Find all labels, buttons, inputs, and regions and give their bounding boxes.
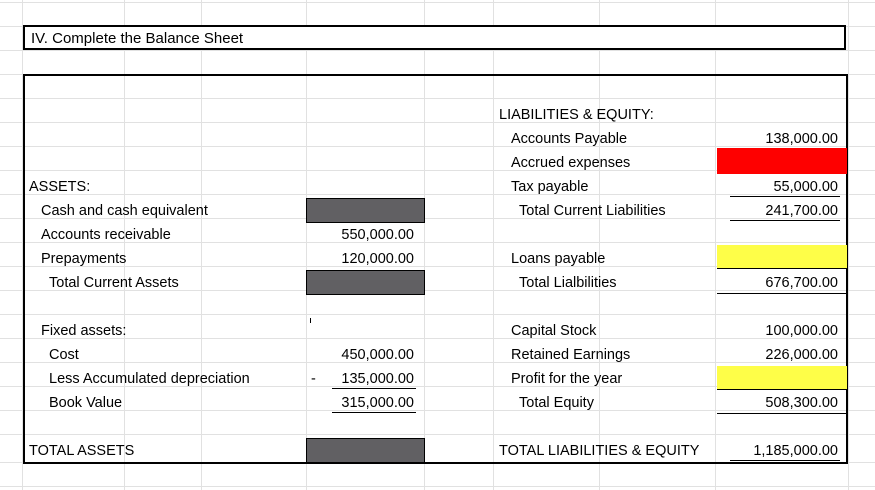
profit-value-cell[interactable] xyxy=(717,366,847,390)
book-value-value[interactable]: 315,000.00 xyxy=(341,395,414,411)
title-cell[interactable] xyxy=(23,25,846,50)
depreciation-sign: - xyxy=(311,371,316,387)
capital-value[interactable]: 100,000.00 xyxy=(765,323,838,339)
total-le-label: TOTAL LIABILITIES & EQUITY xyxy=(499,443,700,459)
total-equity-label: Total Equity xyxy=(519,395,594,411)
total-current-assets-label: Total Current Assets xyxy=(49,275,179,291)
prepayments-value[interactable]: 120,000.00 xyxy=(341,251,414,267)
tax-underline xyxy=(730,196,840,197)
total-current-liabilities-underline xyxy=(730,220,840,221)
accrued-label: Accrued expenses xyxy=(511,155,631,171)
total-assets-cell[interactable] xyxy=(306,438,425,463)
total-equity-underline xyxy=(717,413,847,414)
book-value-underline xyxy=(332,412,416,413)
total-assets-label: TOTAL ASSETS xyxy=(29,443,135,459)
payable-label: Accounts Payable xyxy=(511,131,628,147)
retained-value[interactable]: 226,000.00 xyxy=(765,347,838,363)
payable-value[interactable]: 138,000.00 xyxy=(765,131,838,147)
tax-label: Tax payable xyxy=(511,179,589,195)
cost-label: Cost xyxy=(49,347,79,363)
assets-heading: ASSETS: xyxy=(29,179,91,195)
total-liabilities-label: Total Lialbilities xyxy=(519,275,617,291)
receivable-label: Accounts receivable xyxy=(41,227,171,243)
loans-label: Loans payable xyxy=(511,251,606,267)
cell-marker xyxy=(310,318,311,323)
total-equity-topline xyxy=(717,389,847,390)
depreciation-underline xyxy=(332,388,416,389)
sheet-title: IV. Complete the Balance Sheet xyxy=(31,30,244,47)
capital-label: Capital Stock xyxy=(511,323,597,339)
total-current-assets-cell[interactable] xyxy=(306,270,425,295)
total-current-liabilities-label: Total Current Liabilities xyxy=(519,203,666,219)
retained-label: Retained Earnings xyxy=(511,347,631,363)
total-le-underline xyxy=(730,460,840,461)
total-equity-value[interactable]: 508,300.00 xyxy=(765,395,838,411)
accrued-value-cell[interactable] xyxy=(717,148,847,174)
cash-value-cell[interactable] xyxy=(306,198,425,223)
liabilities-heading: LIABILITIES & EQUITY: xyxy=(499,107,654,123)
total-current-liabilities-value[interactable]: 241,700.00 xyxy=(765,203,838,219)
total-liabilities-value[interactable]: 676,700.00 xyxy=(765,275,838,291)
tax-value[interactable]: 55,000.00 xyxy=(773,179,838,195)
total-le-value[interactable]: 1,185,000.00 xyxy=(753,443,838,459)
total-liabilities-underline xyxy=(717,293,847,294)
depreciation-value[interactable]: 135,000.00 xyxy=(341,371,414,387)
cash-label: Cash and cash equivalent xyxy=(41,203,208,219)
prepayments-label: Prepayments xyxy=(41,251,127,267)
fixed-assets-label: Fixed assets: xyxy=(41,323,127,339)
depreciation-label: Less Accumulated depreciation xyxy=(49,371,250,387)
cost-value[interactable]: 450,000.00 xyxy=(341,347,414,363)
loans-value-cell[interactable] xyxy=(717,245,847,269)
book-value-label: Book Value xyxy=(49,395,123,411)
profit-label: Profit for the year xyxy=(511,371,623,387)
receivable-value[interactable]: 550,000.00 xyxy=(341,227,414,243)
total-liabilities-topline xyxy=(717,268,847,269)
